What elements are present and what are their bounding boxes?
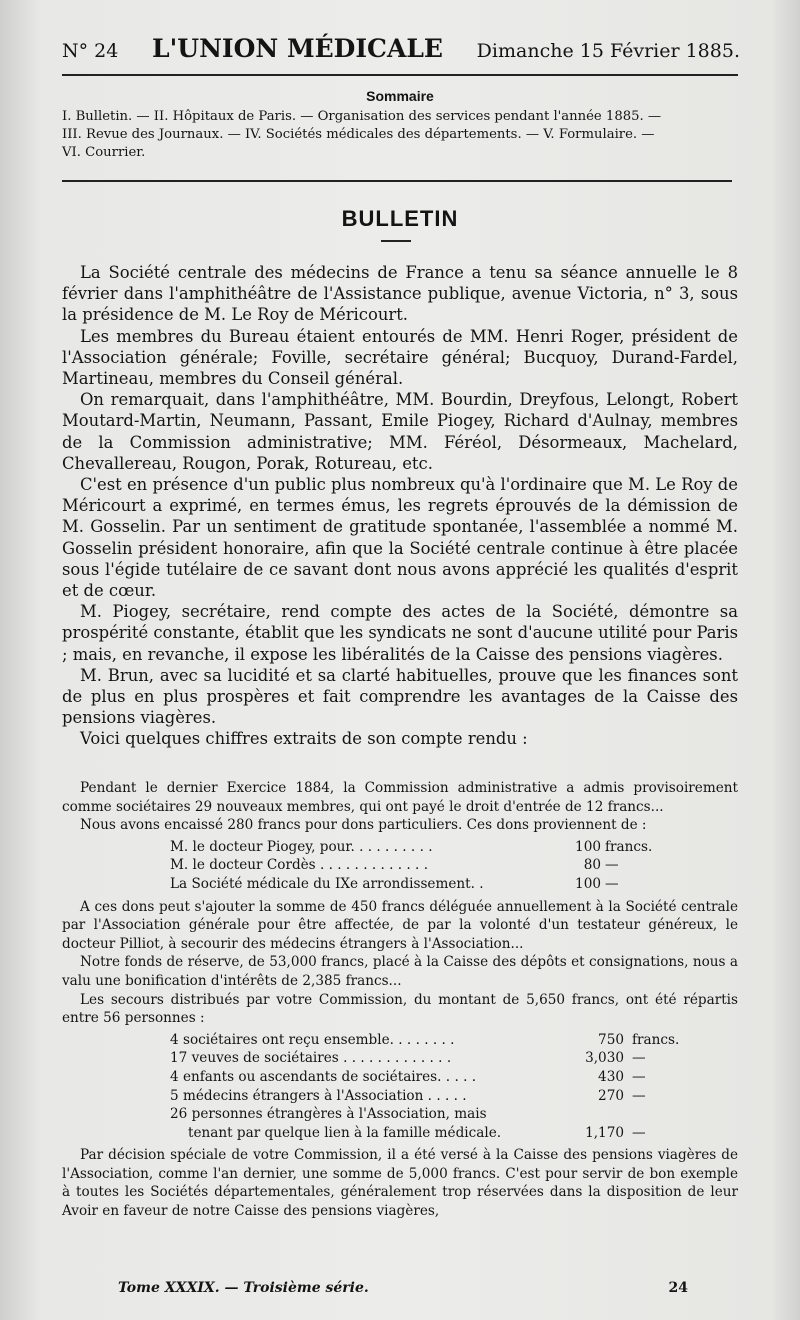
table-row [62,1087,679,1106]
relief-table [62,1031,679,1143]
relief-amount: 3,030 [585,1050,624,1067]
toc-line: III. Revue des Journaux. — IV. Sociétés médicales des départements. — V. Formulaire. — [62,127,655,142]
page-header [62,34,740,70]
page-number: 24 [668,1280,688,1296]
relief-amount: 750 [598,1031,624,1048]
paragraph: M. Brun, avec sa lucidité et sa clarté habituelles, prouve que les finances sont de plus en plus prospères et fait comprendre les avantages de la Caisse des pensions viagères. [62,665,738,728]
paragraph: Les secours distribués par votre Commission, du montant de 5,650 francs, ont été répartis entre 56 personnes : [62,991,738,1027]
relief-amount [566,1105,624,1124]
relief-unit: — [632,1068,646,1085]
relief-label: 17 veuves de sociétaires . . . . . . . . . . . . . [170,1050,452,1067]
volume-series: Tome XXXIX. — Troisième série. [118,1280,369,1296]
relief-amount: 270 [598,1087,624,1104]
donation-amount: 80 [583,857,601,874]
sommaire-rule [62,180,732,182]
relief-label: 4 enfants ou ascendants de sociétaires. . . . . [170,1068,477,1085]
relief-unit: — [632,1087,646,1104]
table-row [62,1068,679,1087]
paragraph: Nous avons encaissé 280 francs pour dons particuliers. Ces dons proviennent de : [80,817,647,834]
issue-number: N° 24 [62,40,119,62]
relief-label: tenant par quelque lien à la famille médicale. [188,1124,502,1141]
table-row [62,838,652,857]
relief-amount: 430 [598,1068,624,1085]
paragraph: La Société centrale des médecins de France a tenu sa séance annuelle le 8 février dans l'amphithéâtre de l'Assistance publique, avenue Victoria, n° 3, sous la présidence de M. Le Roy de Méricourt. [62,263,738,325]
table-row [62,856,652,875]
paragraph: On remarquait, dans l'amphithéâtre, MM. Bourdin, Dreyfous, Lelongt, Robert Moutard-Martin, Neumann, Passant, Emile Piogey, Richard d'Aulnay, membres de la Commission administrative; MM. Féréol, Désormeaux, Machelard, Chevallereau, Rougon, Porak, Rotureau, etc. [62,390,738,473]
relief-amount: 1,170 [585,1124,624,1141]
paragraph: Les membres du Bureau étaient entourés de MM. Henri Roger, président de l'Association générale; Foville, secrétaire général; Bucquoy, Durand-Fardel, Martineau, membres du Conseil général. [62,326,738,389]
issue-date: Dimanche 15 Février 1885. [476,40,740,62]
table-row [62,1124,679,1143]
relief-unit: — [632,1050,646,1067]
toc-line: I. Bulletin. — II. Hôpitaux de Paris. — Organisation des services pendant l'année 1885. — [62,109,662,124]
header-rule [62,74,738,76]
paragraph: Par décision spéciale de votre Commission, il a été versé à la Caisse des pensions viagères de l'Association, comme l'an dernier, une somme de 5,000 francs. C'est pour servir de bon exemple à toutes les Sociétés départementales, généralement trop réservées dans la disposition de leur Avoir en faveur de notre Caisse des pensions viagères, [62,1147,738,1220]
table-row [62,875,652,894]
table-row [62,1031,679,1050]
relief-unit: — [632,1124,646,1141]
table-of-contents [62,108,738,162]
paragraph: Notre fonds de réserve, de 53,000 francs, placé à la Caisse des dépôts et consignations, nous a valu une bonification d'intérêts de 2,385 francs... [62,954,738,989]
table-row [62,1049,679,1068]
journal-title: L'UNION MÉDICALE [152,34,443,63]
title-underline [381,240,411,242]
donation-amount: 100 [575,838,601,855]
relief-unit: francs. [632,1031,680,1048]
toc-line: VI. Courrier. [62,145,146,160]
relief-unit [624,1105,679,1124]
paragraph: Pendant le dernier Exercice 1884, la Commission administrative a admis provisoirement comme sociétaires 29 nouveaux membres, qui ont payé le droit d'entrée de 12 francs... [62,780,738,815]
donation-unit: francs. [605,838,653,855]
paragraph: Voici quelques chiffres extraits de son compte rendu : [80,729,528,749]
paragraph: C'est en présence d'un public plus nombreux qu'à l'ordinaire que M. Le Roy de Méricourt a exprimé, en termes émus, les regrets éprouvés de la démission de M. Gosselin. Par un sentiment de gratitude spontanée, l'assemblée a nommé M. Gosselin président honoraire, afin que la Société centrale continue à être placée sous l'égide tutélaire de ce savant dont nous avons apprécié les qualités d'esprit et de cœur. [62,475,738,601]
donations-table [62,838,652,894]
donation-unit: — [605,857,619,874]
relief-label: 26 personnes étrangères à l'Association, mais [170,1106,487,1123]
donation-amount: 100 [575,875,601,892]
sommaire-heading: Sommaire [366,88,434,104]
report-excerpt [62,779,738,1221]
donation-unit: — [605,875,619,892]
bulletin-body [62,262,738,750]
relief-label: 5 médecins étrangers à l'Association . . . . . [170,1087,467,1104]
relief-label: 4 sociétaires ont reçu ensemble. . . . . . . . [170,1031,455,1048]
donation-label: M. le docteur Piogey, pour. . . . . . . . . . [170,838,433,855]
donation-label: M. le docteur Cordès . . . . . . . . . . . . . [170,857,429,874]
section-title: BULLETIN [341,206,459,231]
donation-label: La Société médicale du IXe arrondissement. . [170,875,484,892]
page-footer [118,1280,688,1296]
paragraph: M. Piogey, secrétaire, rend compte des actes de la Société, démontre sa prospérité constante, établit que les syndicats ne sont d'aucune utilité pour Paris ; mais, en revanche, il expose les libéralités de la Caisse des pensions viagères. [62,602,738,664]
table-row [62,1105,679,1124]
paragraph: A ces dons peut s'ajouter la somme de 450 francs déléguée annuellement à la Société centrale par l'Association générale pour être affectée, de par la volonté d'un testateur généreux, le docteur Pilliot, à secourir des médecins étrangers à l'Association... [62,898,738,952]
